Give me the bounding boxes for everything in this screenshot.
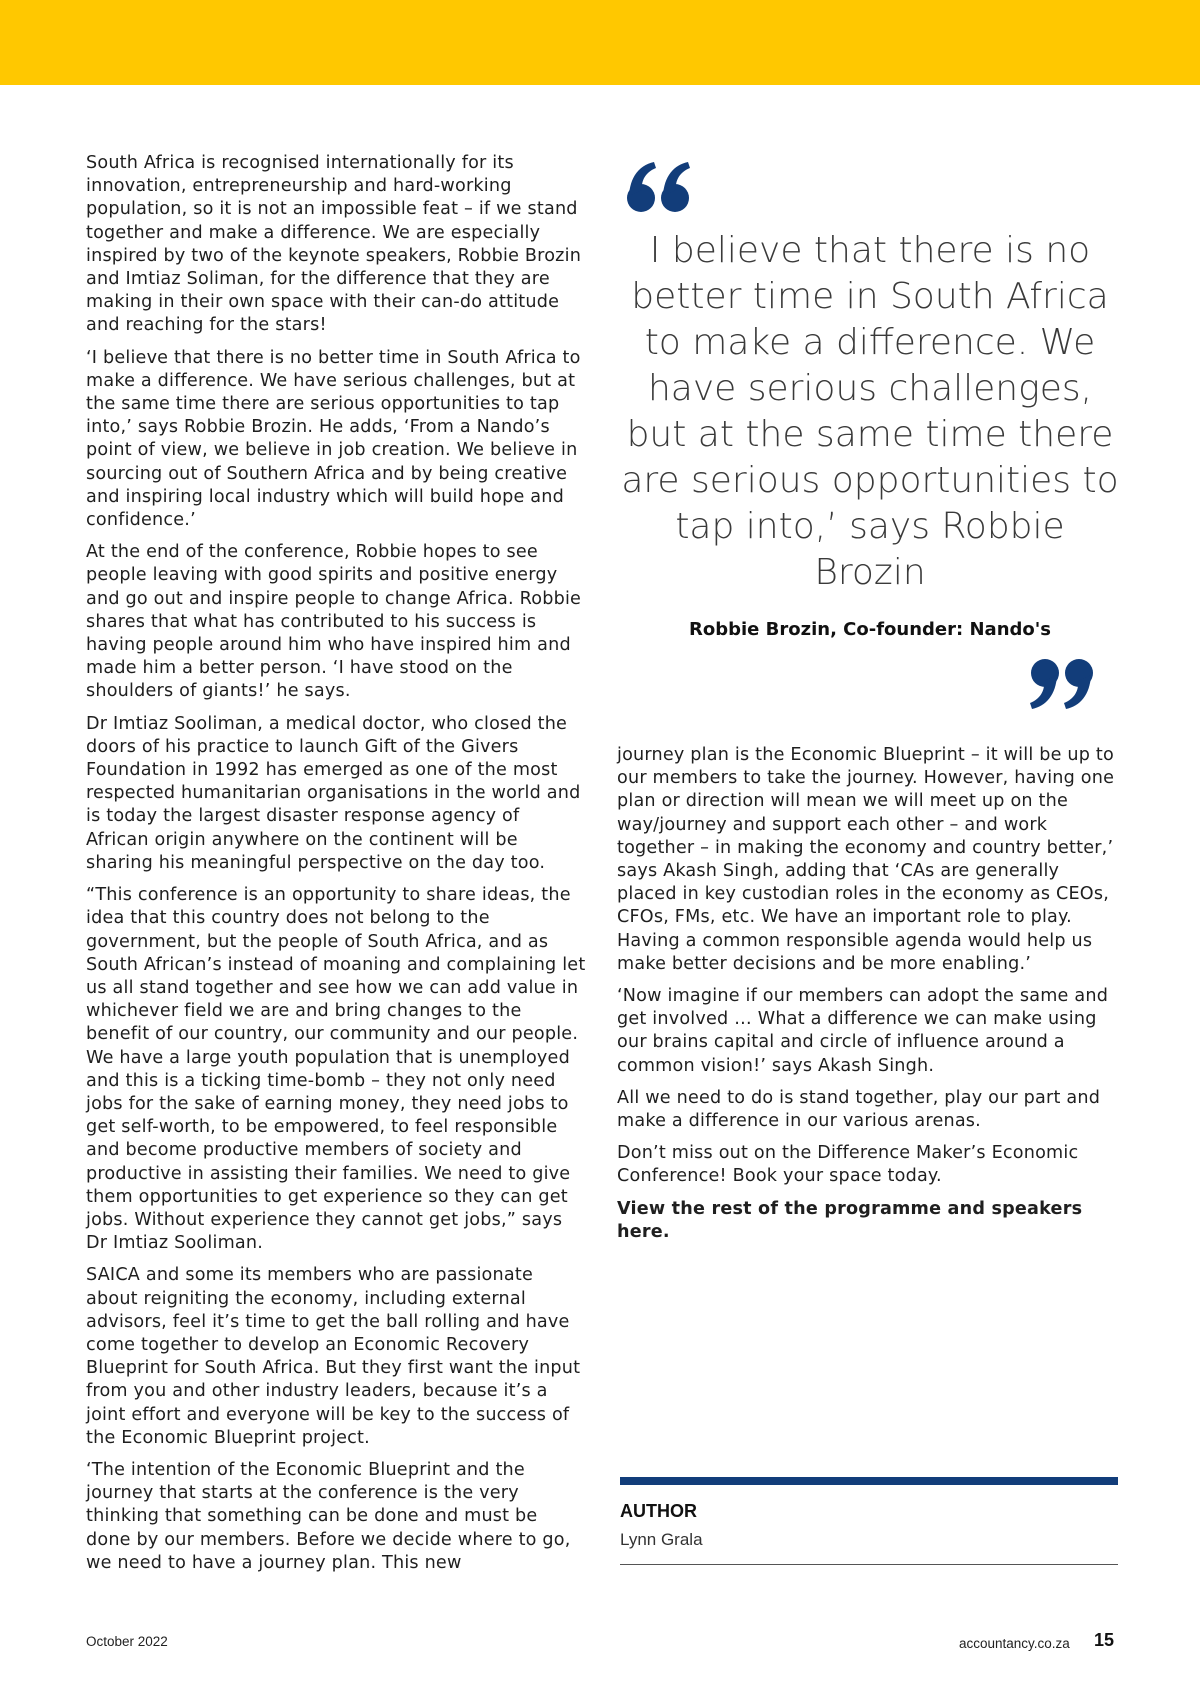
author-box — [620, 1477, 1118, 1565]
paragraph: journey plan is the Economic Blueprint – it will be up to our members to take the journey. However, having one plan or direction will mean we will meet up on the way/journey and support each other – and work together – in making the economy and country better,’ says Akash Singh, adding that ‘CAs are generally placed in key custodian roles in the economy as CEOs, CFOs, FMs, etc. We have an important role to play. Having a common responsible agenda would help us make better decisions and be more enabling.’ — [617, 745, 1115, 974]
footer-site-link[interactable]: accountancy.co.za — [959, 1636, 1070, 1651]
open-quote-icon — [626, 160, 692, 216]
paragraph: Don’t miss out on the Difference Maker’s Economic Conference! Book your space today. — [617, 1143, 1079, 1187]
paragraph: “This conference is an opportunity to share ideas, the idea that this country does not belong to the government, but the people of South Africa, and as South African’s instead of moaning and complaining let us all stand together and see how we can add value in whichever field we are and bring changes to the benefit of our country, our community and our people. We have a large youth population that is unemployed and this is a ticking time-bomb – they not only need jobs for the sake of earning money, they need jobs to get self-worth, to be empowered, to feel responsible and become productive members of society and productive in assisting their families. We need to give them opportunities to get experience so they can get jobs. Without experience they cannot get jobs,” says Dr Imtiaz Sooliman. — [86, 885, 586, 1254]
author-divider-bar — [620, 1477, 1118, 1485]
page-number: 15 — [1094, 1630, 1115, 1650]
paragraph: ‘I believe that there is no better time in South Africa to make a difference. We have serious challenges, but at the same time there are serious opportunities to tap into,’ says Robbie Brozin. He adds, ‘From a Nando’s point of view, we believe in job creation. We believe in sourcing out of Southern Africa and by being creative and inspiring local industry which will build hope and confidence.’ — [86, 347, 581, 531]
programme-link[interactable]: View the rest of the programme and speakers here. — [617, 1198, 1083, 1242]
pull-quote-text: I believe that there is no better time in South Africa to make a difference. We have serious challenges, but at the same time there are serious opportunities to tap into,’ says Robbie Brozin — [621, 230, 1119, 593]
paragraph: Dr Imtiaz Sooliman, a medical doctor, who closed the doors of his practice to launch Gift of the Givers Foundation in 1992 has emerged as one of the most respected humanitarian organisations in the world and is today the largest disaster response agency of African origin anywhere on the continent will be sharing his meaningful perspective on the day too. — [86, 713, 581, 873]
author-rule — [620, 1564, 1118, 1565]
close-quote-icon — [1028, 655, 1094, 711]
paragraph: SAICA and some its members who are passionate about reigniting the economy, including external advisors, feel it’s time to get the ball rolling and have come together to develop an Economic Recovery Blueprint for South Africa. But they first want the input from you and other industry leaders, because it’s a joint effort and everyone will be key to the success of the Economic Blueprint project. — [86, 1265, 581, 1448]
author-name: Lynn Grala — [620, 1530, 703, 1549]
paragraph: At the end of the conference, Robbie hopes to see people leaving with good spirits and positive energy and go out and inspire people to change Africa. Robbie shares that what has contributed to his success is having people around him who have inspired him and made him a better person. ‘I have stood on the shoulders of giants!’ he says. — [86, 542, 582, 702]
paragraph: South Africa is recognised internationally for its innovation, entrepreneurship and hard-working population, so it is not an impossible feat – if we stand together and make a difference. We are especially inspired by two of the keynote speakers, Robbie Brozin and Imtiaz Soliman, for the difference that they are making in their own space with their can-do attitude and reaching for the stars! — [86, 153, 582, 336]
author-label: AUTHOR — [620, 1501, 697, 1521]
paragraph: All we need to do is stand together, play our part and make a difference in our various arenas. — [617, 1087, 1101, 1132]
paragraph: ‘The intention of the Economic Blueprint and the journey that starts at the conference is the very thinking that something can be done and must be done by our members. Before we decide where to go, we need to have a journey plan. This new — [86, 1459, 571, 1573]
pull-quote-attribution: Robbie Brozin, Co-founder: Nando's — [689, 619, 1051, 640]
article-right-column — [617, 744, 1122, 1253]
footer-date: October 2022 — [86, 1634, 168, 1649]
article-left-column — [86, 152, 586, 1584]
paragraph: ‘Now imagine if our members can adopt the same and get involved … What a difference we can make using our brains capital and circle of influence around a common vision!’ says Akash Singh. — [617, 986, 1109, 1076]
header-color-bar — [0, 0, 1200, 85]
